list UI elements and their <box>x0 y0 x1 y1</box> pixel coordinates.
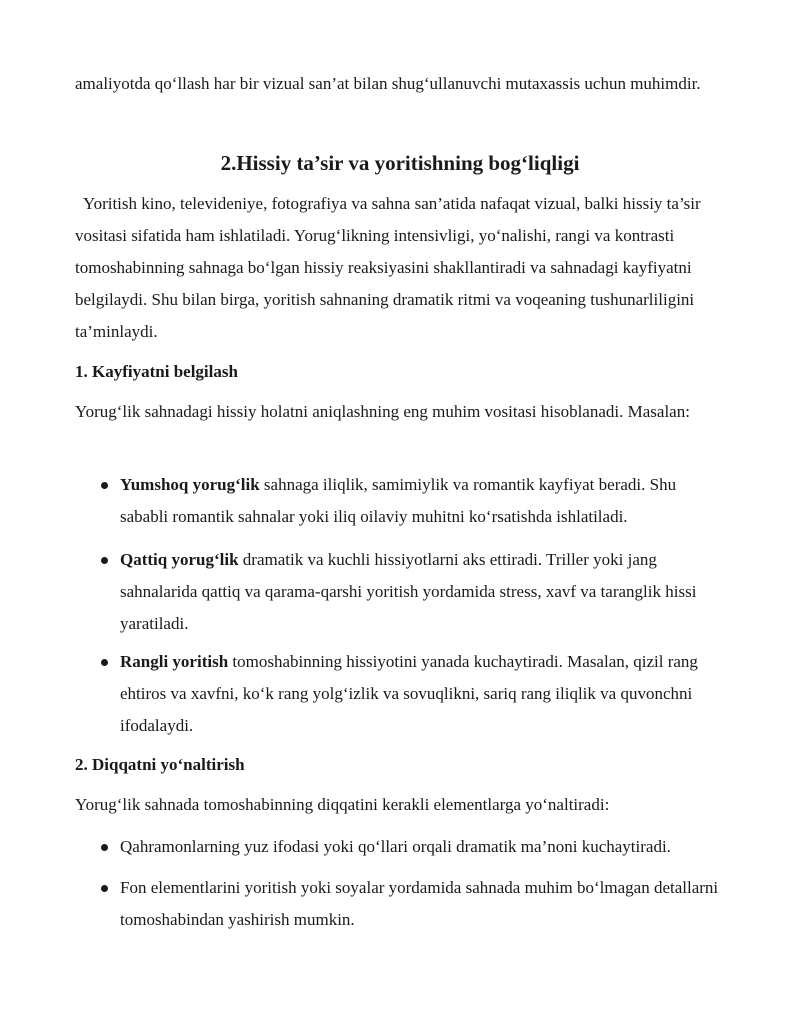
list-item <box>120 469 725 533</box>
list-item-term: Yumshoq yorug‘lik <box>120 475 260 494</box>
list-item: Qahramonlarning yuz ifodasi yoki qo‘llari orqali dramatik ma’noni kuchaytiradi. <box>120 837 671 856</box>
list-item <box>120 646 725 742</box>
list-item-text: dramatik va kuchli hissiyotlarni aks ettiradi. Triller yoki jang sahnalarida qattiq va qarama-qarshi yoritish yordamida stress, xavf va taranglik hissi yaratiladi. <box>120 550 697 633</box>
bullet-dot <box>101 885 108 892</box>
bullet-dot <box>101 659 108 666</box>
list-item-term: Qattiq yorug‘lik <box>120 550 239 569</box>
list-item-text: sahnaga iliqlik, samimiylik va romantik kayfiyat beradi. Shu sababli romantik sahnalar yoki iliq oilaviy muhitni ko‘rsatishda ishlatiladi. <box>120 475 677 526</box>
bullet-dot <box>101 557 108 564</box>
intro-continuation: amaliyotda qo‘llash har bir vizual san’at bilan shug‘ullanuvchi mutaxassis uchun muhimdir. <box>75 74 701 93</box>
subsection-1-intro: Yorug‘lik sahnadagi hissiy holatni aniqlashning eng muhim vositasi hisoblanadi. Masalan: <box>75 402 690 421</box>
list-item: Fon elementlarini yoritish yoki soyalar yordamida sahnada muhim bo‘lmagan detallarni tomoshabindan yashirish mumkin. <box>120 878 719 929</box>
bullet-dot <box>101 844 108 851</box>
subsection-1-title: 1. Kayfiyatni belgilash <box>75 362 238 381</box>
list-item <box>120 544 725 640</box>
subsection-2-intro: Yorug‘lik sahnada tomoshabinning diqqatini kerakli elementlarga yo‘naltiradi: <box>75 795 610 814</box>
section-title: 2.Hissiy ta’sir va yoritishning bog‘liqligi <box>220 151 580 175</box>
list-item-text: tomoshabinning hissiyotini yanada kuchaytiradi. Masalan, qizil rang ehtiros va xavfni, ko‘k rang yolg‘izlik va sovuqlikni, sariq rang iliqlik va quvonchni ifodalaydi. <box>120 652 698 735</box>
bullet-dot <box>101 482 108 489</box>
section-paragraph: Yoritish kino, televideniye, fotografiya va sahna san’atida nafaqat vizual, balki hissiy ta’sir vositasi sifatida ham ishlatiladi. Yorug‘likning intensivligi, yo‘nalishi, rangi va kontrasti tomoshabinning sahnaga bo‘lgan hissiy reaksiyasini shakllantiradi va sahnadagi kayfiyatni belgilaydi. Shu bilan birga, yoritish sahnaning dramatik ritmi va voqeaning tushunarliligini ta’minlaydi. <box>75 194 701 341</box>
subsection-2-title: 2. Diqqatni yo‘naltirish <box>75 755 245 774</box>
list-item-term: Rangli yoritish <box>120 652 229 671</box>
